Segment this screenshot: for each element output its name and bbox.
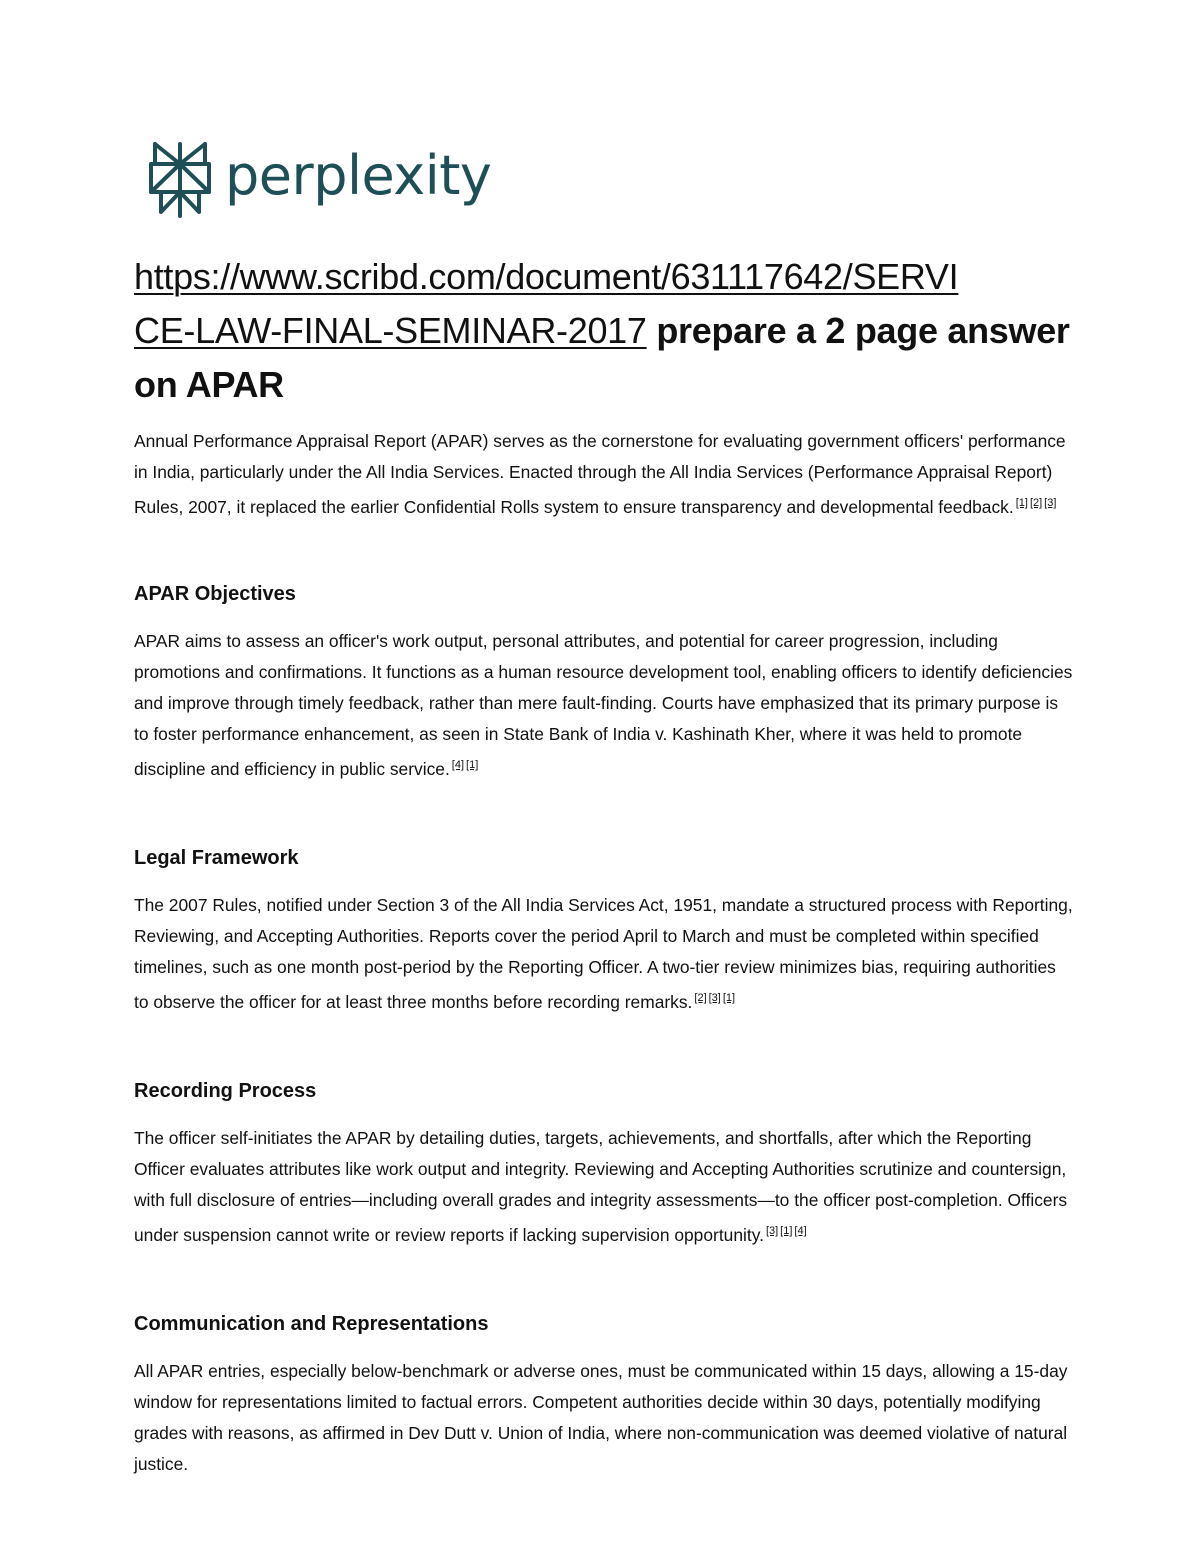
intro-paragraph (134, 426, 1074, 523)
citation-link[interactable]: [2] (694, 992, 707, 1004)
citation-link[interactable]: [1] (780, 1225, 793, 1237)
intro-text: Annual Performance Appraisal Report (APAR) serves as the cornerstone for evaluating government officers' performance in India, particularly under the All India Services. Enacted through the All India Services (Performance Appraisal Report) Rules, 2007, it replaced the earlier Confidential Rolls system to ensure transparency and developmental feedback. (134, 431, 1066, 517)
section-heading: Recording Process (134, 1080, 317, 1102)
query-suffix: prepare a 2 page answer on APAR (134, 310, 1070, 405)
section-heading: Legal Framework (134, 847, 299, 869)
citation-link[interactable]: [2] (1029, 497, 1043, 509)
intro-section (134, 426, 1074, 523)
section-paragraph (134, 890, 1074, 1018)
section-paragraph (134, 626, 1074, 785)
citation-link[interactable]: [3] (1044, 497, 1057, 509)
citation-link[interactable]: [3] (765, 1225, 779, 1237)
section-recording-process (134, 1080, 1074, 1251)
citation-link[interactable]: [4] (451, 759, 465, 771)
section-text: All APAR entries, especially below-benchmark or adverse ones, must be communicated within 15 days, allowing a 15-day window for representations limited to factual errors. Competent authorities decide within 30 days, potentially modifying grades with reasons, as affirmed in Dev Dutt v. Union of India, where non-communication was deemed violative of natural justice. (134, 1361, 1068, 1474)
citation-link[interactable]: [4] (794, 1225, 807, 1237)
section-paragraph (134, 1356, 1074, 1480)
perplexity-logo-icon (147, 140, 213, 220)
citation-link[interactable]: [1] (466, 759, 479, 771)
section-legal-framework (134, 847, 1074, 1018)
section-objectives (134, 583, 1074, 785)
section-communication (134, 1313, 1074, 1480)
source-link-line1[interactable]: https://www.scribd.com/document/631117642/SERVI (134, 256, 959, 297)
citation-link[interactable]: [1] (1015, 497, 1028, 509)
citation-link[interactable]: [3] (708, 992, 721, 1004)
section-text: The 2007 Rules, notified under Section 3 of the All India Services Act, 1951, mandate a structured process with Reporting, Reviewing, and Accepting Authorities. Reports cover the period April to March and must be completed within specified timelines, such as one month post-period by the Reporting Officer. A two-tier review minimizes bias, requiring authorities to observe the officer for at least three months before recording remarks. (134, 895, 1073, 1012)
section-text: The officer self-initiates the APAR by detailing duties, targets, achievements, and shortfalls, after which the Reporting Officer evaluates attributes like work output and integrity. Reviewing and Accepting Authorities scrutinize and countersign, with full disclosure of entries—including overall grades and integrity assessments—to the officer post-completion. Officers under suspension cannot write or review reports if lacking supervision opportunity. (134, 1128, 1068, 1245)
section-text: APAR aims to assess an officer's work output, personal attributes, and potential for career progression, including promotions and confirmations. It functions as a human resource development tool, enabling officers to identify deficiencies and improve through timely feedback, rather than mere fault-finding. Courts have emphasized that its primary purpose is to foster performance enhancement, as seen in State Bank of India v. Kashinath Kher, where it was held to promote discipline and efficiency in public service. (134, 631, 1073, 779)
page-title (134, 250, 1074, 412)
brand-name: perplexity (225, 144, 492, 207)
section-heading: Communication and Representations (134, 1313, 489, 1335)
section-paragraph (134, 1123, 1074, 1251)
citation-link[interactable]: [1] (722, 992, 736, 1004)
source-link-line2[interactable]: CE-LAW-FINAL-SEMINAR-2017 (134, 310, 647, 351)
section-heading: APAR Objectives (134, 583, 296, 605)
brand-logo (147, 140, 491, 220)
